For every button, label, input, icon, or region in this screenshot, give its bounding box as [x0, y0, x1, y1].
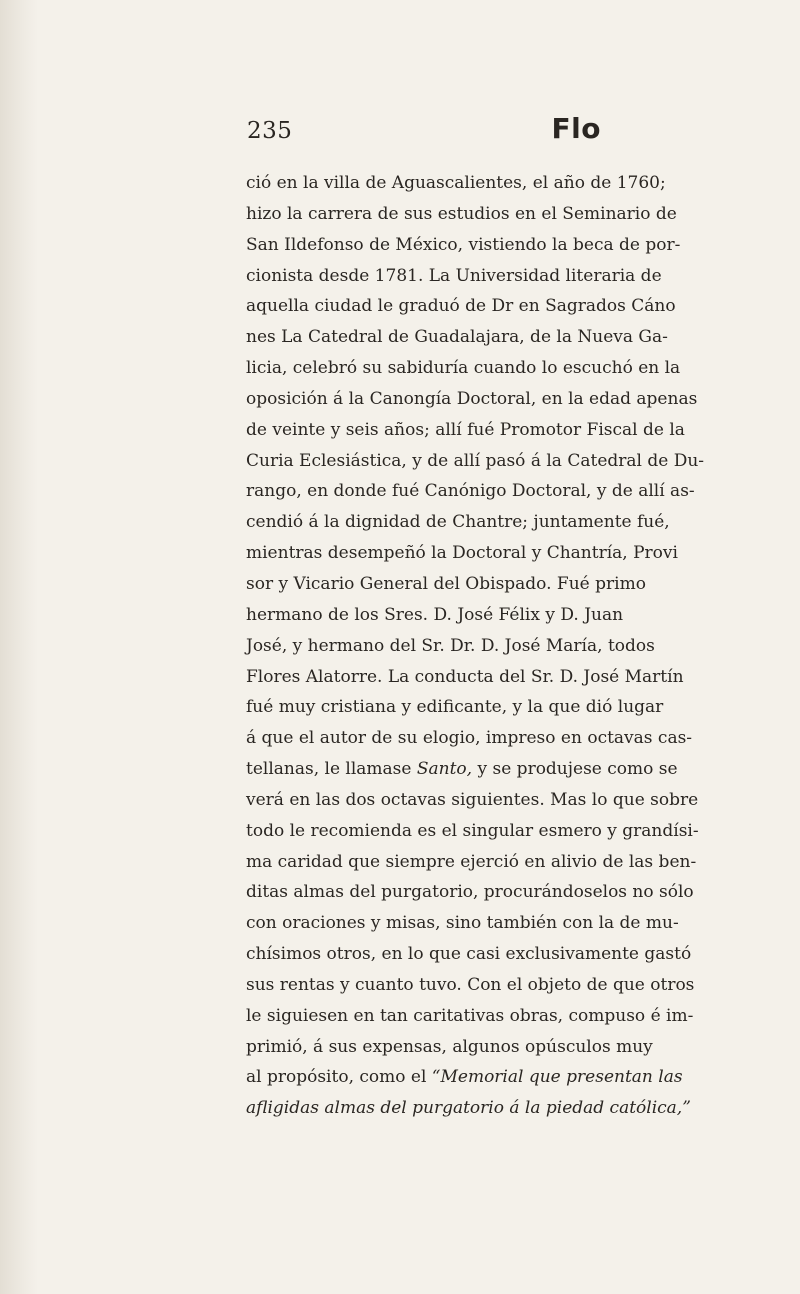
- text-line: hermano de los Sres. D. José Félix y D. Juan: [246, 604, 624, 625]
- text-run: y se produjese como se: [477, 759, 678, 780]
- text-line: Curia Eclesiástica, y de allí pasó á la Catedral de Du-: [246, 450, 705, 471]
- text-line: chísimos otros, en lo que casi exclusivamente gastó: [246, 944, 692, 965]
- text-run: al propósito, como el: [246, 1067, 427, 1088]
- text-line: sus rentas y cuanto tuvo. Con el objeto de que otros: [246, 974, 695, 995]
- page-number: 235: [247, 118, 293, 144]
- italic-word: Santo,: [416, 759, 473, 780]
- italic-title-line: afligidas almas del purgatorio á la piedad católica,”: [246, 1098, 691, 1119]
- text-line: sor y Vicario General del Obispado. Fué primo: [246, 573, 646, 594]
- text-line: primió, á sus expensas, algunos opúsculos muy: [246, 1036, 653, 1057]
- text-line: José, y hermano del Sr. Dr. D. José María, todos: [246, 635, 655, 656]
- body-paragraph: [246, 168, 705, 1124]
- text-line: licia, celebró su sabiduría cuando lo escuchó en la: [246, 358, 681, 379]
- text-line: cionista desde 1781. La Universidad literaria de: [246, 265, 662, 286]
- text-line: ma caridad que siempre ejerció en alivio de las ben-: [246, 851, 697, 872]
- text-line: ditas almas del purgatorio, procurándoselos no sólo: [246, 882, 694, 903]
- text-line: con oraciones y misas, sino también con la de mu-: [246, 913, 679, 934]
- text-line: oposición á la Canongía Doctoral, en la edad apenas: [246, 388, 698, 409]
- text-line: de veinte y seis años; allí fué Promotor Fiscal de la: [246, 419, 685, 440]
- text-line: rango, en donde fué Canónigo Doctoral, y de allí as-: [246, 481, 695, 502]
- text-line: nes La Catedral de Guadalajara, de la Nueva Ga-: [246, 327, 668, 348]
- text-run: tellanas, le llamase: [246, 759, 412, 780]
- text-line-with-italic: [246, 754, 678, 785]
- text-line: hizo la carrera de sus estudios en el Seminario de: [246, 203, 677, 224]
- text-line-with-italic: [246, 1062, 683, 1093]
- text-line: todo le recomienda es el singular esmero y grandísi-: [246, 820, 699, 841]
- text-line: Flores Alatorre. La conducta del Sr. D. José Martín: [246, 666, 684, 687]
- text-line: verá en las dos octavas siguientes. Mas lo que sobre: [246, 789, 699, 810]
- text-line: San Ildefonso de México, vistiendo la beca de por-: [246, 234, 681, 255]
- text-line: cendió á la dignidad de Chantre; juntamente fué,: [246, 512, 670, 533]
- text-line: ció en la villa de Aguascalientes, el año de 1760;: [246, 173, 666, 193]
- text-line: le siguiesen en tan caritativas obras, compuso é im-: [246, 1005, 694, 1026]
- text-line: fué muy cristiana y edificante, y la que dió lugar: [246, 697, 664, 718]
- running-head: Flo: [551, 112, 601, 145]
- text-line: aquella ciudad le graduó de Dr en Sagrados Cáno: [246, 296, 676, 317]
- text-line: mientras desempeñó la Doctoral y Chantría, Provi: [246, 543, 678, 564]
- italic-title: “Memorial que presentan las: [431, 1067, 683, 1088]
- text-line: á que el autor de su elogio, impreso en octavas cas-: [246, 728, 693, 749]
- page-header: [247, 112, 601, 152]
- page-edge-shadow: [0, 0, 38, 1294]
